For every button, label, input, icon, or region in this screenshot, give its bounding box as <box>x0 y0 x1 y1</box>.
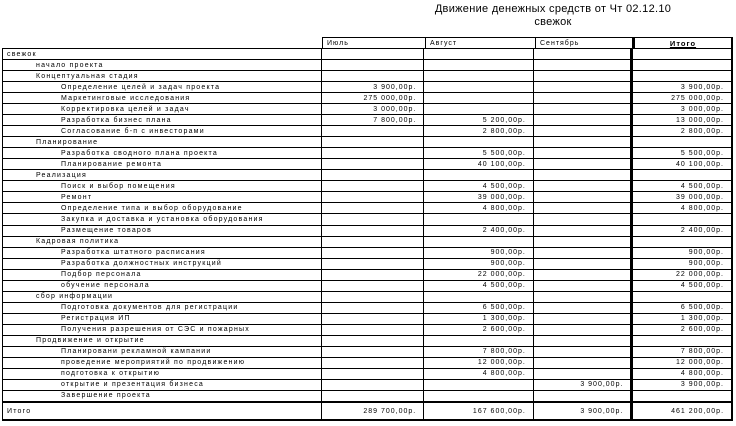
table-row <box>3 380 731 391</box>
total-value-cell: 22 000,00р. <box>630 270 731 280</box>
july-value-cell <box>322 303 425 313</box>
total-value-cell: 2 600,00р. <box>630 325 731 335</box>
total-value-cell: 6 500,00р. <box>630 303 731 313</box>
total-value-cell: 900,00р. <box>630 248 731 258</box>
task-name-cell: Согласование б-п с инвесторами <box>3 126 322 136</box>
september-value-cell <box>534 270 631 280</box>
report-subtitle: свежок <box>534 16 572 28</box>
july-value-cell <box>322 237 425 247</box>
column-header-august: Август <box>425 37 535 48</box>
august-value-cell <box>424 49 534 59</box>
total-value-cell: 4 800,00р. <box>630 203 731 213</box>
total-value-cell <box>630 137 731 147</box>
september-value-cell <box>534 115 631 125</box>
july-value-cell <box>322 391 425 401</box>
july-value-cell <box>322 358 425 368</box>
september-value-cell <box>534 347 631 357</box>
table-row <box>3 159 731 170</box>
total-value-cell: 4 500,00р. <box>630 281 731 291</box>
august-value-cell <box>424 336 534 346</box>
table-row <box>3 126 731 137</box>
july-value-cell <box>322 347 425 357</box>
august-value-cell: 12 000,00р. <box>424 358 534 368</box>
august-value-cell <box>424 82 534 92</box>
task-name-cell: обучение персонала <box>3 281 322 291</box>
july-value-cell <box>322 60 425 70</box>
september-value-cell <box>534 148 631 158</box>
september-value-cell <box>534 82 631 92</box>
table-row <box>3 347 731 358</box>
total-value-cell: 7 800,00р. <box>630 347 731 357</box>
task-name-cell: Подбор персонала <box>3 270 322 280</box>
august-value-cell: 40 100,00р. <box>424 159 534 169</box>
totals-september-value: 3 900,00р. <box>580 407 624 415</box>
task-name-cell: Получения разрешения от СЭС и пожарных <box>3 325 322 335</box>
september-value-cell <box>534 60 631 70</box>
task-name-cell: Кадровая политика <box>3 237 322 247</box>
task-name-cell: проведение мероприятий по продвижению <box>3 358 322 368</box>
column-header-september: Сентябрь <box>535 37 632 48</box>
july-value-cell <box>322 336 425 346</box>
task-name-cell: сбор информации <box>3 292 322 302</box>
july-value-cell <box>322 248 425 258</box>
table-totals-row <box>3 402 731 419</box>
totals-label: Итого <box>3 403 322 419</box>
september-value-cell <box>534 170 631 180</box>
task-name-cell: Разработка должностных инструкций <box>3 259 322 269</box>
table-row <box>3 60 731 71</box>
table-row <box>3 270 731 281</box>
july-value-cell <box>322 159 425 169</box>
report-title-block <box>370 3 736 29</box>
july-value-cell <box>322 148 425 158</box>
july-value-cell <box>322 281 425 291</box>
august-value-cell: 22 000,00р. <box>424 270 534 280</box>
september-value-cell <box>534 292 631 302</box>
total-value-cell: 13 000,00р. <box>630 115 731 125</box>
august-value-cell <box>424 292 534 302</box>
july-value-cell <box>322 369 425 379</box>
totals-august-value: 167 600,00р. <box>424 403 534 419</box>
table-row <box>3 214 731 225</box>
total-value-cell: 900,00р. <box>630 259 731 269</box>
total-value-cell <box>630 292 731 302</box>
august-value-cell: 900,00р. <box>424 248 534 258</box>
total-value-cell <box>630 60 731 70</box>
table-row <box>3 259 731 270</box>
table-row <box>3 192 731 203</box>
september-value-cell <box>534 49 631 59</box>
july-value-cell <box>322 126 425 136</box>
task-name-cell: открытие и презентация бизнеса <box>3 380 322 390</box>
september-value-cell <box>534 159 631 169</box>
september-value-cell <box>534 259 631 269</box>
july-value-cell <box>322 192 425 202</box>
total-value-cell: 1 300,00р. <box>630 314 731 324</box>
september-value-cell <box>534 214 631 224</box>
september-value-cell <box>534 137 631 147</box>
total-value-cell: 2 400,00р. <box>630 226 731 236</box>
total-value-cell: 4 500,00р. <box>630 181 731 191</box>
total-value-cell <box>630 237 731 247</box>
august-value-cell <box>424 170 534 180</box>
task-name-cell: Закупка и доставка и установка оборудования <box>3 214 322 224</box>
july-value-cell <box>322 49 425 59</box>
july-value-cell <box>322 314 425 324</box>
table-row <box>3 93 731 104</box>
september-value-cell <box>534 203 631 213</box>
task-name-cell: Ремонт <box>3 192 322 202</box>
july-value-cell <box>322 181 425 191</box>
task-name-cell: Маркетинговые исследования <box>3 93 322 103</box>
total-value-cell: 3 000,00р. <box>630 104 731 114</box>
task-name-cell: Поиск и выбор помещения <box>3 181 322 191</box>
total-value-cell: 5 500,00р. <box>630 148 731 158</box>
august-value-cell <box>424 93 534 103</box>
table-row <box>3 148 731 159</box>
table-row <box>3 203 731 214</box>
september-value-cell <box>534 369 631 379</box>
september-value-cell <box>534 93 631 103</box>
total-value-cell: 12 000,00р. <box>630 358 731 368</box>
september-value-cell <box>534 126 631 136</box>
august-value-cell: 1 300,00р. <box>424 314 534 324</box>
task-name-cell: Размещение товаров <box>3 226 322 236</box>
cashflow-table <box>2 37 733 421</box>
august-value-cell <box>424 104 534 114</box>
august-value-cell: 900,00р. <box>424 259 534 269</box>
table-row <box>3 170 731 181</box>
total-value-cell: 275 000,00р. <box>630 93 731 103</box>
august-value-cell <box>424 391 534 401</box>
august-value-cell <box>424 71 534 81</box>
table-row <box>3 82 731 93</box>
july-value-cell <box>322 71 425 81</box>
august-value-cell: 5 200,00р. <box>424 115 534 125</box>
july-value-cell <box>322 270 425 280</box>
totals-grand-total-value: 461 200,00р. <box>630 403 731 419</box>
august-value-cell <box>424 60 534 70</box>
july-value-cell <box>322 203 425 213</box>
august-value-cell: 39 000,00р. <box>424 192 534 202</box>
august-value-cell <box>424 380 534 390</box>
september-value-cell <box>534 104 631 114</box>
task-name-cell: Корректировка целей и задач <box>3 104 322 114</box>
column-header-total: Итого <box>669 38 697 48</box>
table-row <box>3 281 731 292</box>
september-value-cell <box>534 181 631 191</box>
table-body-rows <box>2 48 733 421</box>
table-row <box>3 336 731 347</box>
task-name-cell: подготовка к открытию <box>3 369 322 379</box>
september-value-cell <box>534 226 631 236</box>
july-value-cell: 3 900,00р. <box>322 82 425 92</box>
task-name-cell: Планировани рекламной кампании <box>3 347 322 357</box>
task-name-cell: свежок <box>3 49 322 59</box>
table-row <box>3 115 731 126</box>
task-name-cell: начало проекта <box>3 60 322 70</box>
task-name-cell: Концептуальная стадия <box>3 71 322 81</box>
table-row <box>3 137 731 148</box>
table-row <box>3 237 731 248</box>
august-value-cell <box>424 214 534 224</box>
september-value-cell <box>534 314 631 324</box>
september-value-cell: 3 900,00р. <box>580 381 624 389</box>
august-value-cell: 5 500,00р. <box>424 148 534 158</box>
table-row <box>3 226 731 237</box>
total-value-cell: 39 000,00р. <box>630 192 731 202</box>
september-value-cell <box>534 237 631 247</box>
july-value-cell <box>322 259 425 269</box>
july-value-cell <box>322 137 425 147</box>
july-value-cell <box>322 170 425 180</box>
august-value-cell <box>424 237 534 247</box>
september-value-cell <box>534 303 631 313</box>
total-value-cell: 3 900,00р. <box>630 380 731 390</box>
july-value-cell: 275 000,00р. <box>322 93 425 103</box>
task-name-cell: Определение целей и задач проекта <box>3 82 322 92</box>
table-row <box>3 314 731 325</box>
august-value-cell: 2 800,00р. <box>424 126 534 136</box>
total-value-cell <box>630 391 731 401</box>
total-value-cell <box>630 214 731 224</box>
column-header-july: Июль <box>322 37 425 48</box>
august-value-cell: 4 500,00р. <box>424 181 534 191</box>
september-value-cell <box>534 325 631 335</box>
total-value-cell: 2 800,00р. <box>630 126 731 136</box>
task-name-cell: Планирование <box>3 137 322 147</box>
table-header-row <box>2 37 733 48</box>
august-value-cell: 7 800,00р. <box>424 347 534 357</box>
july-value-cell <box>322 380 425 390</box>
july-value-cell: 7 800,00р. <box>322 115 425 125</box>
table-row <box>3 391 731 402</box>
september-value-cell <box>534 192 631 202</box>
table-row <box>3 49 731 60</box>
august-value-cell: 2 600,00р. <box>424 325 534 335</box>
report-title: Движение денежных средств от Чт 02.12.10 <box>434 3 672 15</box>
total-value-cell <box>630 49 731 59</box>
task-name-cell: Разработка сводного плана проекта <box>3 148 322 158</box>
table-row <box>3 181 731 192</box>
total-value-cell: 40 100,00р. <box>630 159 731 169</box>
table-row <box>3 303 731 314</box>
august-value-cell: 2 400,00р. <box>424 226 534 236</box>
table-row <box>3 104 731 115</box>
task-name-cell: Продвижение и открытие <box>3 336 322 346</box>
july-value-cell <box>322 226 425 236</box>
september-value-cell <box>534 281 631 291</box>
september-value-cell <box>534 248 631 258</box>
table-row <box>3 248 731 259</box>
task-name-cell: Разработка штатного расписания <box>3 248 322 258</box>
total-value-cell <box>630 71 731 81</box>
september-value-cell <box>534 358 631 368</box>
task-name-cell: Реализация <box>3 170 322 180</box>
task-name-cell: Завершение проекта <box>3 391 322 401</box>
table-row <box>3 325 731 336</box>
task-name-cell: Планирование ремонта <box>3 159 322 169</box>
table-row <box>3 369 731 380</box>
august-value-cell: 4 800,00р. <box>424 369 534 379</box>
total-value-cell <box>630 170 731 180</box>
august-value-cell: 6 500,00р. <box>424 303 534 313</box>
table-row <box>3 71 731 82</box>
total-value-cell <box>630 336 731 346</box>
task-name-cell: Разработка бизнес плана <box>3 115 322 125</box>
july-value-cell <box>322 214 425 224</box>
september-value-cell <box>534 336 631 346</box>
totals-july-value: 289 700,00р. <box>322 403 425 419</box>
total-value-cell: 3 900,00р. <box>630 82 731 92</box>
task-name-cell: Подготовка документов для регистрации <box>3 303 322 313</box>
july-value-cell <box>322 292 425 302</box>
august-value-cell <box>424 137 534 147</box>
table-row <box>3 292 731 303</box>
header-spacer <box>2 37 322 48</box>
total-value-cell: 4 800,00р. <box>630 369 731 379</box>
july-value-cell: 3 000,00р. <box>322 104 425 114</box>
september-value-cell <box>534 391 631 401</box>
september-value-cell <box>534 71 631 81</box>
july-value-cell <box>322 325 425 335</box>
august-value-cell: 4 800,00р. <box>424 203 534 213</box>
table-row <box>3 358 731 369</box>
task-name-cell: Регистрация ИП <box>3 314 322 324</box>
task-name-cell: Определение типа и выбор оборудование <box>3 203 322 213</box>
august-value-cell: 4 500,00р. <box>424 281 534 291</box>
